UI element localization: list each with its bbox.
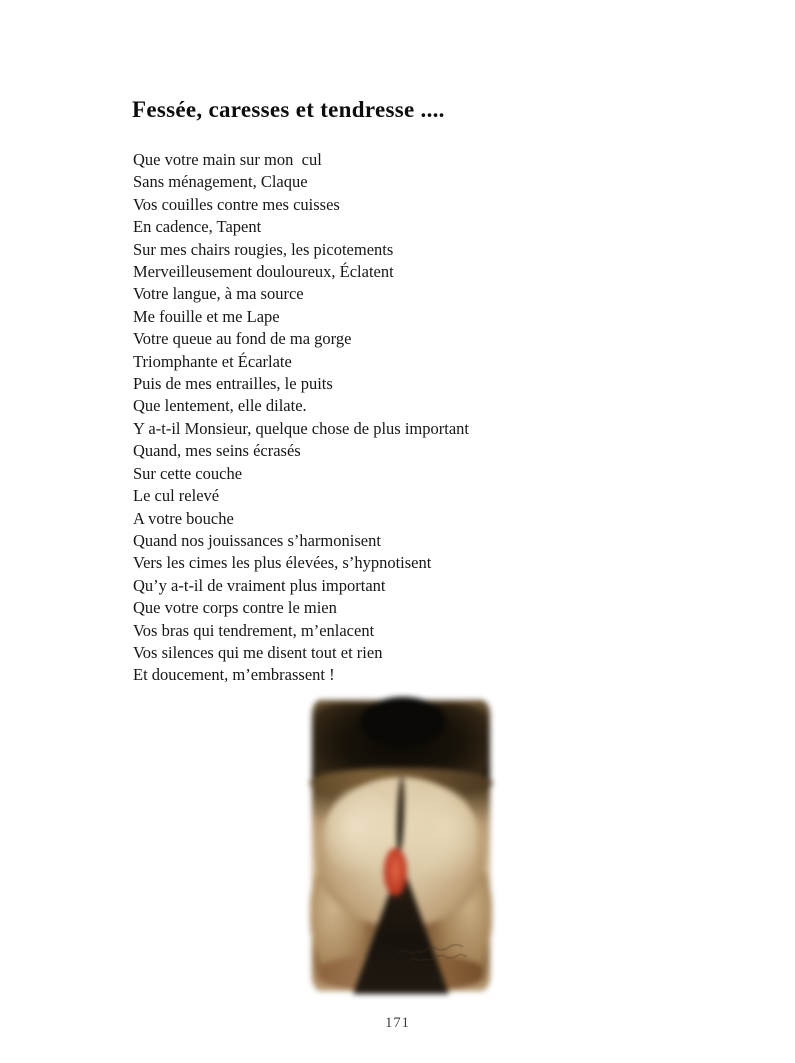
poem-line: Votre queue au fond de ma gorge bbox=[133, 329, 352, 349]
poem-title: Fessée, caresses et tendresse .... bbox=[132, 97, 445, 122]
poem-line: Que votre corps contre le mien bbox=[133, 598, 337, 618]
poem-line: Vos silences qui me disent tout et rien bbox=[133, 642, 383, 662]
poem-line: Qu’y a-t-il de vraiment plus important bbox=[133, 575, 386, 595]
poem-line: Sur cette couche bbox=[133, 463, 243, 483]
artist-signature-icon bbox=[394, 932, 482, 976]
poem-line: A votre bouche bbox=[133, 508, 234, 528]
poem-line: Vos couilles contre mes cuisses bbox=[133, 194, 340, 214]
poem-line: Y a-t-il Monsieur, quelque chose de plus important bbox=[133, 418, 469, 438]
poem-line: Me fouille et me Lape bbox=[133, 306, 280, 326]
poem-line: Puis de mes entrailles, le puits bbox=[133, 374, 333, 394]
poem-line: Quand nos jouissances s’harmonisent bbox=[133, 530, 381, 550]
artwork-red-accent bbox=[384, 848, 406, 896]
poem-line: Le cul relevé bbox=[133, 486, 220, 506]
artwork-darkest-blob bbox=[360, 697, 446, 747]
poem-line: Vers les cimes les plus élevées, s’hypnotisent bbox=[133, 553, 432, 573]
poem-line: Votre langue, à ma source bbox=[133, 284, 304, 304]
poem-line: Vos bras qui tendrement, m’enlacent bbox=[133, 620, 375, 640]
poem-line: Quand, mes seins écrasés bbox=[133, 441, 301, 461]
poem-line: Que votre main sur mon cul bbox=[133, 150, 322, 169]
artwork-right-highlight bbox=[407, 786, 478, 893]
poem-line: Que lentement, elle dilate. bbox=[133, 396, 307, 416]
poem-body bbox=[133, 149, 613, 687]
page-number: 171 bbox=[385, 1015, 410, 1031]
poem-line: Sur mes chairs rougies, les picotements bbox=[133, 239, 394, 259]
poem-line: Sans ménagement, Claque bbox=[133, 172, 308, 192]
poem-line: Et doucement, m’embrassent ! bbox=[133, 665, 335, 685]
poem-line: Merveilleusement douloureux, Éclatent bbox=[133, 262, 394, 282]
poem-line: Triomphante et Écarlate bbox=[133, 351, 292, 371]
artwork-image bbox=[308, 697, 494, 994]
poem-line: En cadence, Tapent bbox=[133, 217, 262, 237]
